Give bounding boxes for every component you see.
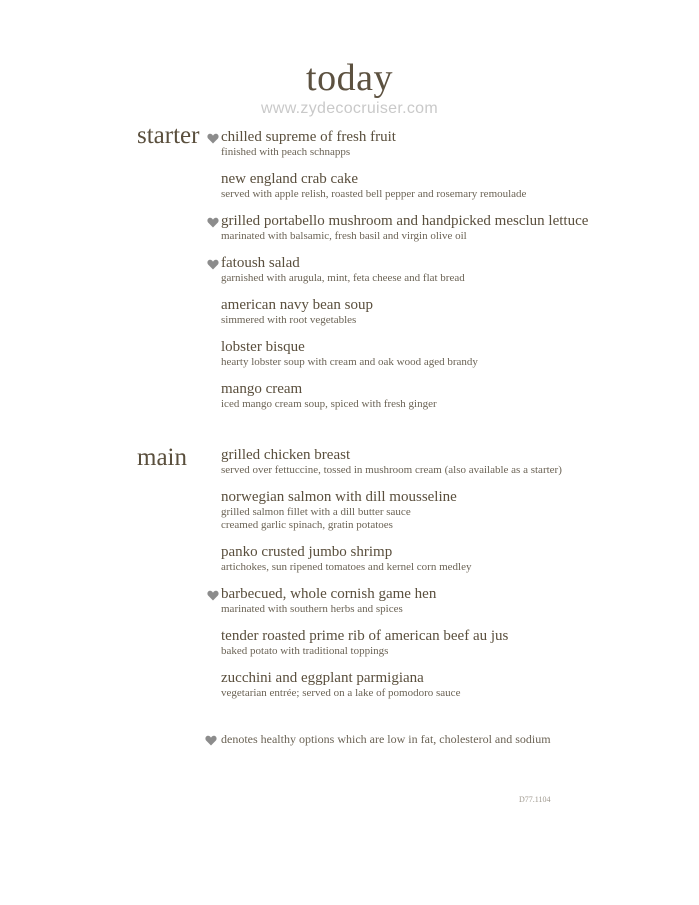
menu-item-name: zucchini and eggplant parmigiana <box>221 670 424 686</box>
menu-item-description: marinated with balsamic, fresh basil and virgin olive oil <box>221 230 467 242</box>
menu-item-name: chilled supreme of fresh fruit <box>221 129 396 145</box>
menu-item-description: creamed garlic spinach, gratin potatoes <box>221 519 393 531</box>
healthy-heart-icon <box>207 133 219 144</box>
menu-item-name: norwegian salmon with dill mousseline <box>221 489 457 505</box>
healthy-heart-icon <box>207 590 219 601</box>
healthy-heart-icon <box>207 259 219 270</box>
section-label-main: main <box>137 444 187 471</box>
menu-item <box>221 489 691 532</box>
menu-item-description: hearty lobster soup with cream and oak wood aged brandy <box>221 356 478 368</box>
menu-item <box>221 447 691 477</box>
menu-item <box>221 628 691 658</box>
section-label-starter: starter <box>137 122 200 149</box>
menu-item <box>221 297 691 327</box>
menu-item <box>221 213 691 243</box>
menu-item-name: mango cream <box>221 381 303 397</box>
menu-item-description: finished with peach schnapps <box>221 146 351 158</box>
menu-item <box>221 129 691 159</box>
menu-item-description: simmered with root vegetables <box>221 314 357 326</box>
menu-item-name: american navy bean soup <box>221 297 374 313</box>
healthy-footnote: denotes healthy options which are low in fat, cholesterol and sodium <box>221 732 551 746</box>
footnote-heart-icon <box>205 735 217 746</box>
menu-item <box>221 381 691 411</box>
menu-item <box>221 255 691 285</box>
menu-item-description: served over fettuccine, tossed in mushroom cream (also available as a starter) <box>221 464 562 476</box>
menu-item-description: served with apple relish, roasted bell pepper and rosemary remoulade <box>221 188 527 200</box>
menu-item-name: tender roasted prime rib of american beef au jus <box>221 628 509 644</box>
menu-item-name: grilled portabello mushroom and handpicked mesclun lettuce <box>221 213 589 229</box>
menu-item-name: fatoush salad <box>221 255 300 271</box>
menu-item-name: grilled chicken breast <box>221 447 351 463</box>
menu-item-name: barbecued, whole cornish game hen <box>221 586 437 602</box>
menu-item <box>221 171 691 201</box>
menu-item-description: iced mango cream soup, spiced with fresh ginger <box>221 398 437 410</box>
menu-item-name: new england crab cake <box>221 171 359 187</box>
menu-item-description: artichokes, sun ripened tomatoes and kernel corn medley <box>221 561 472 573</box>
watermark: www.zydecocruiser.com <box>260 100 439 117</box>
menu-item-description: grilled salmon fillet with a dill butter sauce <box>221 506 411 518</box>
menu-item-description: baked potato with traditional toppings <box>221 645 389 657</box>
menu-item-description: vegetarian entrée; served on a lake of pomodoro sauce <box>221 687 461 699</box>
menu-item <box>221 544 691 574</box>
menu-item-name: panko crusted jumbo shrimp <box>221 544 393 560</box>
menu-item-description: garnished with arugula, mint, feta cheese and flat bread <box>221 272 465 284</box>
healthy-heart-icon <box>207 217 219 228</box>
menu-code: D77.1104 <box>519 795 551 804</box>
menu-item-description: marinated with southern herbs and spices <box>221 603 403 615</box>
menu-title: today <box>306 57 393 99</box>
menu-item <box>221 586 691 616</box>
menu-item-name: lobster bisque <box>221 339 305 355</box>
menu-item <box>221 339 691 369</box>
menu-item <box>221 670 691 700</box>
